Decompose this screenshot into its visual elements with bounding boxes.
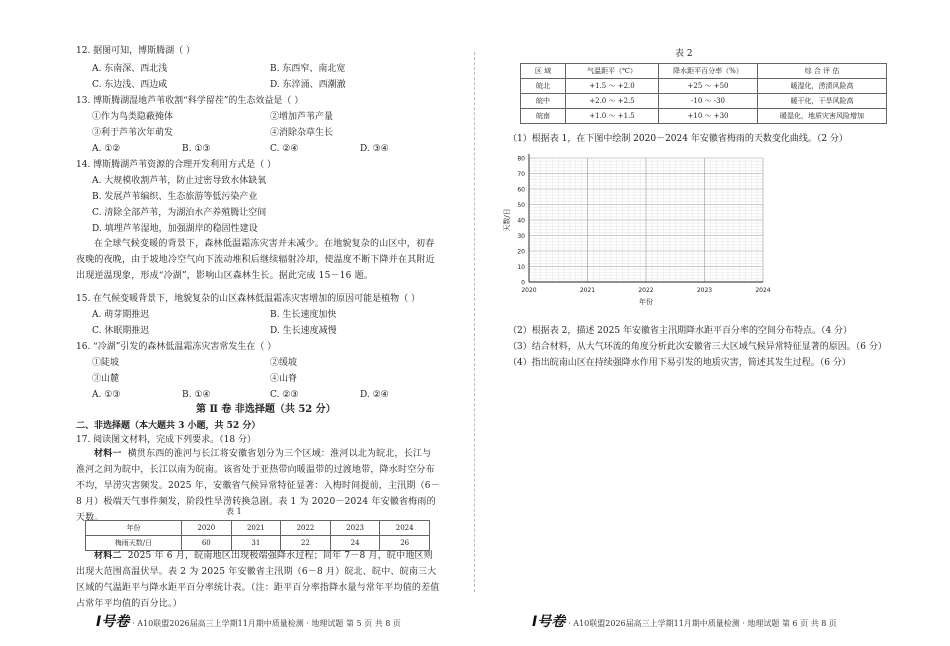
q16-option-b: B. ①④ (182, 390, 211, 400)
part2-title: 第 Ⅱ 卷 非选择题（共 52 分） (196, 404, 336, 415)
q15-option-b: B. 生长速度加快 (270, 310, 337, 320)
material-1 (76, 446, 440, 526)
q13-item-2: ②增加芦苇产量 (270, 112, 334, 122)
table-cell: 24 (330, 536, 380, 551)
table-cell: 60 (182, 536, 232, 551)
plum-rain-chart (495, 150, 795, 310)
material-2-text: 2025 年 6 月，皖南地区出现极端强降水过程；同年 7－8 月，皖中地区则出现大范围高温伏旱。表 2 为 2025 年安徽省主汛期（6－8 月）皖北、皖中、皖南三大区域的气温距平与降水距平百分率统计表。（注：距平百分率指降水量与常年平均值的差值占常年平均值的百分比。） (76, 551, 440, 609)
q16-stem: 16. “冷湖”引发的森林低温霜冻灾害常发生在（ ） (76, 342, 277, 352)
q13-item-3: ③利于芦苇次年萌发 (92, 128, 174, 138)
q15-16-intro: 在全球气候变暖的背景下，森林低温霜冻灾害并未减少。在地貌复杂的山区中，初春夜晚的夜晚，由于坡地冷空气向下流动堆积后继续辐射冷却，使温度不断下降并在其附近出现逆温现象，形成“冷湖”，影响山区森林生长。据此完成 15－16 题。 (76, 239, 435, 281)
y-tick-label: 40 (517, 217, 525, 225)
q15-stem: 15. 在气候变暖背景下，地貌复杂的山区森林低温霜冻灾害增加的原因可能是植物（ ） (76, 294, 421, 304)
table2 (520, 63, 887, 124)
table-cell: 皖北 (521, 79, 566, 94)
chart-x-label: 年份 (639, 298, 653, 306)
right-footer (532, 611, 837, 631)
table-cell: +1.5 ～ +2.0 (566, 79, 659, 94)
y-tick-label: 30 (517, 233, 525, 240)
q13-item-4: ④消除杂草生长 (270, 128, 334, 138)
table2-header-row (521, 64, 887, 79)
material-2-label: 材料二 (94, 551, 122, 561)
q16-option-c: C. ②③ (270, 390, 299, 400)
q13-item-1: ①作为鸟类隐蔽掩体 (92, 112, 174, 122)
table-cell: +2.0 ～ +2.5 (566, 94, 659, 109)
table-cell: 降水距平百分率（%） (659, 64, 758, 79)
y-tick-label: 50 (517, 202, 525, 209)
table-cell: 年份 (86, 521, 182, 536)
q13-option-a: A. ①② (92, 144, 121, 154)
q16-item-4: ④山脊 (270, 374, 298, 384)
material-1-label: 材料一 (94, 449, 122, 459)
chart-y-ticks (517, 156, 525, 287)
footer-text: · A10联盟2026届高三上学期11月期中质量检测 · 地理试题 第 6 页 共 8 页 (568, 619, 837, 628)
q12-option-a: A. 东南深、西北浅 (92, 64, 168, 74)
q15-option-c: C. 休眠期推迟 (92, 326, 150, 336)
q15-option-d: D. 生长速度减慢 (270, 326, 337, 336)
table-cell: 31 (231, 536, 281, 551)
q13-stem: 13. 博斯腾湖湿地芦苇收割“科学留茬”的生态效益是（ ） (76, 96, 304, 106)
material-1-text: 横贯东西的淮河与长江将安徽省划分为三个区域：淮河以北为皖北，长江与淮河之间为皖中，长江以南为皖南。该省处于亚热带向暖温带的过渡地带，降水时空分布不均，旱涝灾害频发。2025 年，安徽省气候异常特征显著：入梅时间提前，主汛期（6－8 月）极端天气事件频发，阶段性旱涝转换急剧。表 1 为 2020－2024 年安徽省梅雨的天数。 (76, 449, 440, 523)
table-cell: 皖中 (521, 94, 566, 109)
table-cell: 暖湿化，涝渍风险高 (758, 79, 887, 94)
q14-option-d: D. 填埋芦苇湿地，加强湖岸的稳固性建设 (92, 224, 258, 234)
left-footer (96, 611, 401, 631)
q15-option-a: A. 萌芽期推迟 (92, 310, 150, 320)
table-row (521, 79, 887, 94)
q16-item-1: ①陡坡 (92, 358, 120, 368)
chart-x-ticks (521, 287, 770, 294)
q14-option-a: A. 大规模收割芦苇，防止过密导致水体缺氧 (92, 176, 267, 186)
y-tick-label: 10 (517, 264, 525, 271)
table1-row-year (86, 521, 430, 536)
q12-option-d: D. 东淬涌、西潮澈 (270, 80, 346, 90)
table-cell: 暖干化，干旱风险高 (758, 94, 887, 109)
table-cell: 综 合 评 估 (758, 64, 887, 79)
y-tick-label: 80 (517, 155, 525, 163)
brand-logo: I号卷 (96, 614, 130, 630)
x-tick-label: 2020 (521, 287, 537, 294)
q12-option-b: B. 东西窄、南北宽 (270, 64, 346, 74)
table-cell: -10 ～ -30 (659, 94, 758, 109)
table-cell: 梅雨天数/日 (86, 536, 182, 551)
right-page (475, 0, 950, 646)
table-cell: 暖湿化，地质灾害风险增加 (758, 109, 887, 124)
table-cell: 2023 (330, 521, 380, 536)
q16-option-a: A. ①③ (92, 390, 121, 400)
table-cell: +25 ～ +50 (659, 79, 758, 94)
q12-stem: 12. 据图可知，博斯腾湖（ ） (76, 46, 196, 56)
chart-grid (529, 154, 763, 282)
table-row (521, 94, 887, 109)
table-cell: 26 (380, 536, 430, 551)
footer-text: · A10联盟2026届高三上学期11月期中质量检测 · 地理试题 第 5 页 共 8 页 (132, 619, 401, 628)
table-cell: +10 ～ +30 (659, 109, 758, 124)
x-tick-label: 2021 (579, 287, 596, 294)
table-cell: 2022 (281, 521, 331, 536)
y-tick-label: 60 (517, 186, 525, 194)
table-row (521, 109, 887, 124)
q14-option-c: C. 清除全部芦苇，为湖泊水产养殖腾让空间 (92, 208, 267, 218)
table-cell: 22 (281, 536, 331, 551)
y-tick-label: 70 (517, 171, 525, 178)
subquestion-1: （1）根据表 1，在下图中绘制 2020－2024 年安徽省梅雨的天数变化曲线。（2 分） (508, 134, 848, 144)
chart-y-label: 天数/日 (503, 208, 511, 232)
subquestion-2: （2）根据表 2，描述 2025 年安徽省主汛期降水距平百分率的空间分布特点。（4 分） (508, 326, 853, 336)
q16-item-2: ②缓坡 (270, 358, 298, 368)
q14-stem: 14. 博斯腾湖芦苇资源的合理开发利用方式是（ ） (76, 160, 277, 170)
q12-option-c: C. 东边浅、西边咸 (92, 80, 168, 90)
table-cell: 气温距平（℃） (566, 64, 659, 79)
table-cell: 2020 (182, 521, 232, 536)
table1-title: 表 1 (226, 507, 242, 516)
material-2 (76, 548, 440, 612)
x-tick-label: 2024 (755, 287, 771, 294)
x-tick-label: 2023 (696, 287, 713, 294)
q13-option-c: C. ②④ (270, 144, 299, 154)
q17-stem: 17. 阅读图文材料，完成下列要求。（18 分） (76, 435, 256, 445)
table-cell: 区 域 (521, 64, 566, 79)
table-cell: 皖南 (521, 109, 566, 124)
q16-item-3: ③山麓 (92, 374, 120, 384)
table-cell: +1.0 ～ +1.5 (566, 109, 659, 124)
q14-option-b: B. 发展芦苇编织、生态旅游等低污染产业 (92, 192, 258, 202)
section-title: 二、非选择题（本大题共 3 小题，共 52 分） (76, 421, 261, 431)
y-tick-label: 0 (521, 279, 525, 287)
brand-logo: I号卷 (532, 614, 566, 630)
y-tick-label: 20 (517, 248, 525, 256)
table-cell: 2024 (380, 521, 430, 536)
x-tick-label: 2022 (638, 287, 654, 294)
subquestion-3: （3）结合材料，从大气环流的角度分析此次安徽省三大区域气候异常特征显著的原因。（6 分） (508, 342, 887, 352)
subquestion-4: （4）指出皖南山区在持续强降水作用下易引发的地质灾害，简述其发生过程。（6 分） (508, 358, 851, 368)
q13-option-b: B. ①③ (182, 144, 211, 154)
table2-title: 表 2 (675, 49, 693, 59)
table1 (85, 520, 430, 551)
table-cell: 2021 (231, 521, 281, 536)
q16-option-d: D. ②④ (360, 390, 389, 400)
q13-option-d: D. ③④ (360, 144, 389, 154)
